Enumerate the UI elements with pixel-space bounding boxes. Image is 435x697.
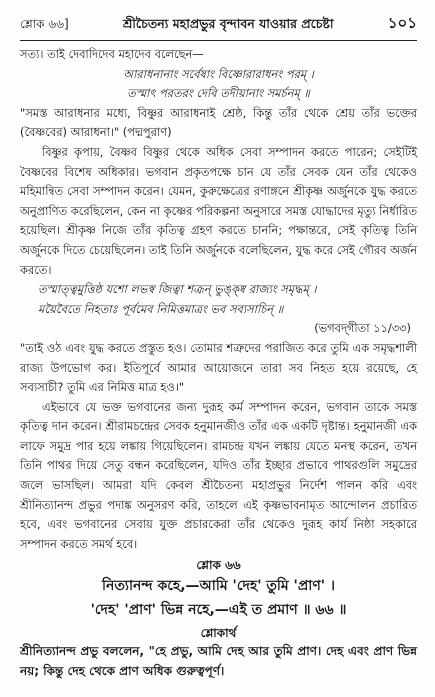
translation-heading: শ্লোকার্থ xyxy=(200,626,237,641)
page-number: ১০১ xyxy=(387,14,417,32)
header-chapter-title: শ্রীচৈতন্য মহাপ্রভুর বৃন্দাবন যাওয়ার প্রচেষ্টা xyxy=(122,16,334,31)
intro-line: সত্য। তাই দেবাদিদেব মহাদেব বলেছেন— xyxy=(20,47,204,61)
sanskrit-sloka-line: ময়ৈবৈতে নিহতাঃ পূর্বমেব নিমিত্তমাত্রং ভব সব্যসাচিন্ ॥ xyxy=(38,301,284,316)
body-paragraph: বিষ্ণুর কৃপায়, বৈষ্ণব বিষ্ণুর থেকে অধিক সেবা সম্পাদন করতে পারেন; সেইটিই বৈষ্ণবের বিশেষ অধিকার। ভগবান প্রকৃতপক্ষে চান যে তাঁর সেবক যেন তাঁর থেকেও মহিমান্বিত সেবা সম্পাদন করেন। যেমন, কুরুক্ষেত্রের রণাঙ্গনে শ্রীকৃষ্ণ অর্জুনকে যুদ্ধ করতে অনুপ্রাণিত করেছিলেন, কেন না কৃষ্ণের পরিকল্পনা অনুসারে সমস্ত যোদ্ধাদের মৃত্যু নির্ধারিত হয়েছিল। শ্রীকৃষ্ণ নিজে তাঁর কৃতিত্ব গ্রহণ করতে চাননি; পক্ষান্তরে, সেই কৃতিত্ব তিনি অর্জুনকে দিতে চেয়েছিলেন। তাই তিনি অর্জুনকে বলেছিলেন, যুদ্ধ করে সেই গৌরব অর্জন করতে। xyxy=(20,144,417,277)
sloka-translation-paragraph: "তাই ওঠ এবং যুদ্ধ করতে প্রস্তুত হও। তোমার শত্রুদের পরাজিত করে তুমি এক সমৃদ্ধশালী রাজ্য উপভোগ কর। ইতিপূর্বে আমার আয়োজনে তারা সব নিহত হয়ে রয়েছে, হে সব্যসাচী? তুমি এর নিমিত্ত মাত্র হও।" xyxy=(20,340,417,395)
sanskrit-sloka-line: আরাধনানাং সর্বেষাং বিষ্ণোরারাধনং পরম্ । xyxy=(123,66,314,81)
verse-translation: শ্রীনিত্যানন্দ প্রভু বললেন, "হে প্রভু, আমি দেহ আর তুমি প্রাণ। দেহ এবং প্রাণ ভিন্ন নয়; কিন্তু দেহ থেকে প্রাণ অধিক গুরুত্বপূর্ণ। xyxy=(20,644,417,678)
sanskrit-sloka-line: তস্মাৎ পরতরং দেবি তদীয়ানাং সমর্চনম্ ॥ xyxy=(127,86,310,101)
sloka-reference: (ভগবদ্‌গীতা ১১/৩৩) xyxy=(314,321,411,336)
verse-heading: শ্লোক ৬৬ xyxy=(196,558,241,573)
verse-line: 'দেহ' 'প্রাণ' ভিন্ন নহে,—এই ত প্রমাণ ॥ ৬৬ ॥ xyxy=(90,602,347,619)
sanskrit-sloka-line: তস্মাত্ত্বমুত্তিষ্ঠ যশো লভস্ব জিত্বা শত্রূন্ ভুঙ্ক্ষ্ব রাজ্যং সমৃদ্ধম্ । xyxy=(38,282,317,297)
sloka-translation-paragraph: "সমস্ত আরাধনার মধ্যে, বিষ্ণুর আরাধনাই শ্রেষ্ঠ, কিন্তু তাঁর থেকে শ্রেয় তাঁর ভক্তের (বৈষ্ণবের) আরাধনা।" (পদ্মপুরাণ) xyxy=(20,105,417,140)
running-header xyxy=(20,12,417,41)
header-verse-ref: শ্লোক ৬৬] xyxy=(20,17,69,31)
body-paragraph: এইভাবে যে ভক্ত ভগবানের জন্য দুরূহ কর্ম সম্পাদন করেন, ভগবান তাকে সমস্ত কৃতিত্ব দান করেন। শ্রীরামচন্দ্রের সেবক হনুমানজীও তাঁর এক একটি দৃষ্টান্ত। হনুমানজী এক লাফে সমুদ্র পার হয়ে লঙ্কায় গিয়েছিলেন। রামচন্দ্র যখন লঙ্কায় যেতে মনস্থ করেন, তখন তিনি পাথর দিয়ে সেতু বন্ধন করেছিলেন, যদিও তাঁর ইচ্ছার প্রভাবে পাথরগুলি সমুদ্রের জলে ভাসছিল। আমরা যদি কেবল শ্রীচৈতন্য মহাপ্রভুর নির্দেশ পালন করি এবং শ্রীনিত্যানন্দ প্রভুর পদাঙ্ক অনুসরণ করি, তাহলে এই কৃষ্ণভাবনামৃত আন্দোলন প্রচারিত হবে, এবং ভগবানের সেবায় যুক্ত প্রচারকেরা তাঁর থেকেও দুরূহ কার্য নিষ্ঠা সহকারে সম্পাদন করতে সমর্থ হবে। xyxy=(20,399,417,551)
verse-line: নিত্যানন্দ কহে,—আমি 'দেহ' তুমি 'প্রাণ' । xyxy=(102,578,335,595)
